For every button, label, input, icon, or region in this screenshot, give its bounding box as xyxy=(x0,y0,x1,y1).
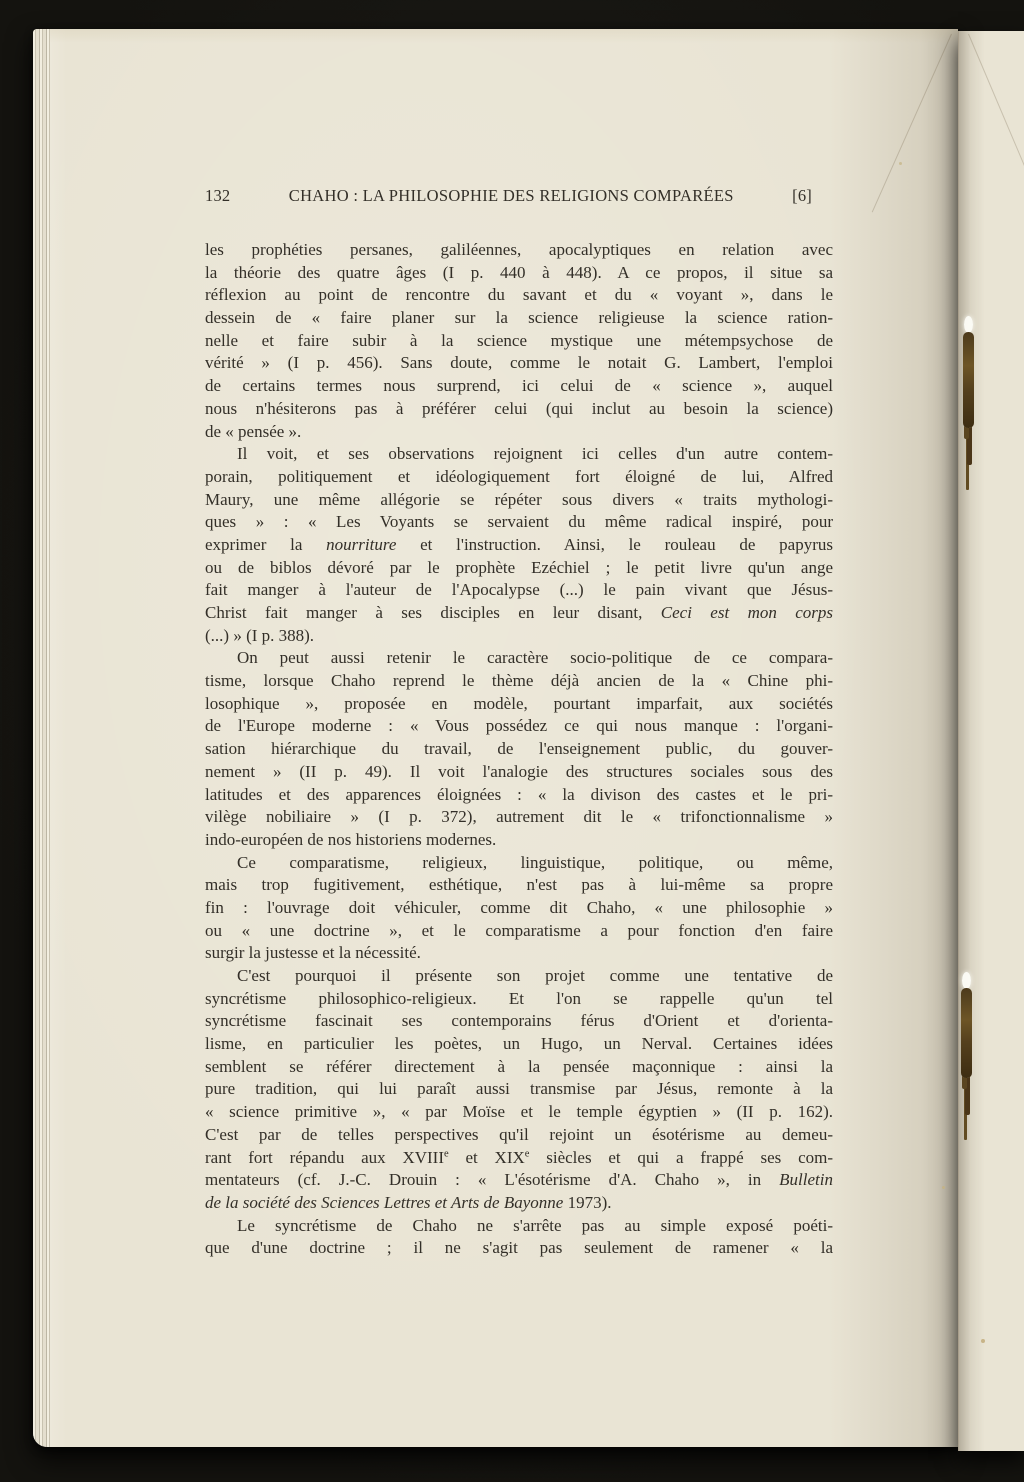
text-segment: semblent se référer directement à la pensée maçonnique : ainsi la xyxy=(205,1056,833,1076)
text-line xyxy=(205,534,833,557)
text-line xyxy=(205,489,833,512)
text-line xyxy=(205,670,833,693)
text-segment: fin : l'ouvrage doit véhiculer, comme dit Chaho, « une philosophie » xyxy=(205,897,833,917)
text-line xyxy=(205,1010,833,1033)
text-segment: vérité » (I p. 456). Sans doute, comme le notait G. Lambert, l'emploi xyxy=(205,353,833,373)
binding-glint xyxy=(964,316,973,333)
paragraph xyxy=(205,852,833,965)
text-segment: indo-européen de nos historiens modernes. xyxy=(205,829,497,849)
text-segment: mentateurs (cf. J.-C. Drouin : « L'ésotérisme d'A. Chaho », in xyxy=(205,1170,780,1190)
text-segment: réflexion au point de rencontre du savant et du « voyant », dans le xyxy=(205,285,833,305)
text-line xyxy=(205,1237,833,1260)
text-line xyxy=(205,602,833,625)
text-line xyxy=(205,942,833,965)
text-segment: 1973). xyxy=(563,1192,612,1212)
section-number: [6] xyxy=(792,186,812,205)
text-segment: C'est pourquoi il présente son projet comme une tentative de xyxy=(237,966,833,985)
text-segment: tisme, lorsque Chaho reprend le thème déjà ancien de la « Chine phi- xyxy=(205,671,833,691)
paragraph xyxy=(205,1215,833,1260)
text-line xyxy=(205,307,833,330)
text-segment: la théorie des quatre âges (I p. 440 à 448). A ce propos, il situe sa xyxy=(205,262,833,282)
text-segment: nement » (II p. 49). Il voit l'analogie des structures sociales sous des xyxy=(205,761,833,781)
text-line xyxy=(205,1056,833,1079)
text-segment: e xyxy=(444,1147,449,1159)
text-line xyxy=(205,784,833,807)
text-segment: Ce comparatisme, religieux, linguistique, politique, ou même, xyxy=(237,852,833,872)
paragraph xyxy=(205,239,833,443)
text-line xyxy=(205,761,833,784)
binding-thread-bottom xyxy=(961,988,972,1078)
text-segment: C'est par de telles perspectives qu'il rejoint un ésotérisme au demeu- xyxy=(205,1124,833,1144)
text-segment: nous n'hésiterons pas à préférer celui (qui inclut au besoin la science) xyxy=(205,398,833,418)
text-segment: latitudes et des apparences éloignées : « la divison des castes et le pri- xyxy=(205,784,833,804)
text-line xyxy=(205,829,833,852)
text-line xyxy=(205,1215,833,1238)
text-line xyxy=(205,1169,833,1192)
text-segment: Le syncrétisme de Chaho ne s'arrête pas au simple exposé poéti- xyxy=(237,1215,833,1235)
text-line xyxy=(205,625,833,648)
text-segment: On peut aussi retenir le caractère socio-politique de ce compara- xyxy=(237,648,833,668)
printed-content xyxy=(205,186,833,1260)
text-segment: mais trop fugitivement, esthétique, n'est pas à lui-même sa propre xyxy=(205,875,833,895)
text-segment: syncrétisme fascinait ses contemporains férus d'Orient et d'orienta- xyxy=(205,1011,833,1031)
page-number: 132 xyxy=(205,186,231,205)
text-line xyxy=(205,352,833,375)
text-line xyxy=(205,284,833,307)
text-line xyxy=(205,1101,833,1124)
paper-stain xyxy=(981,1339,985,1343)
text-line xyxy=(205,738,833,761)
text-line xyxy=(205,1192,833,1215)
paragraph xyxy=(205,443,833,647)
text-segment: dessein de « faire planer sur la science religieuse la science ration- xyxy=(205,308,833,328)
text-segment: surgir la justesse et la nécessité. xyxy=(205,943,421,963)
text-line xyxy=(205,1147,833,1170)
text-line xyxy=(205,1033,833,1056)
text-segment: Il voit, et ses observations rejoignent ici celles d'un autre contem- xyxy=(237,444,833,464)
text-line xyxy=(205,965,833,988)
text-line xyxy=(205,579,833,602)
text-segment: Ceci est mon corps xyxy=(660,603,833,622)
text-segment: de la société des Sciences Lettres et Arts de Bayonne xyxy=(205,1192,564,1212)
paragraph xyxy=(205,647,833,851)
page-stack-edge xyxy=(33,29,50,1447)
text-line xyxy=(205,557,833,580)
text-line xyxy=(205,806,833,829)
text-segment: e xyxy=(524,1147,530,1159)
text-line xyxy=(205,262,833,285)
text-segment: ou « une doctrine », et le comparatisme a pour fonction d'en faire xyxy=(205,920,833,940)
paper-stain xyxy=(942,1186,945,1189)
text-segment: ques » : « Les Voyants se servaient du même radical inspiré, pour xyxy=(205,512,833,532)
text-segment: les prophéties persanes, galiléennes, apocalyptiques en relation avec xyxy=(205,240,833,259)
text-line xyxy=(205,897,833,920)
text-line xyxy=(205,1078,833,1101)
paper-stain xyxy=(899,162,902,165)
text-segment: de « pensée ». xyxy=(205,421,302,441)
text-line xyxy=(205,1124,833,1147)
text-segment: Bulletin xyxy=(779,1170,833,1190)
text-segment: et l'instruction. Ainsi, le rouleau de papyrus xyxy=(396,534,833,554)
text-segment: de l'Europe moderne : « Vous possédez ce qui nous manque : l'organi- xyxy=(205,716,833,736)
binding-glint xyxy=(962,972,971,989)
text-segment: losophique », proposée en modèle, pourtant imparfait, aux sociétés xyxy=(205,693,833,713)
text-line xyxy=(205,852,833,875)
page-header xyxy=(205,186,833,206)
text-line xyxy=(205,647,833,670)
text-line xyxy=(205,466,833,489)
text-segment: nelle et faire subir à la science mystique une métempsychose de xyxy=(205,330,833,350)
binding-thread-top xyxy=(963,332,974,428)
text-line xyxy=(205,443,833,466)
text-line xyxy=(205,920,833,943)
text-line xyxy=(205,874,833,897)
text-line xyxy=(205,511,833,534)
text-line xyxy=(205,330,833,353)
text-segment: de certains termes nous surprend, ici celui de « science », auquel xyxy=(205,376,833,396)
text-segment: porain, politiquement et idéologiquement fort éloigné de lui, Alfred xyxy=(205,466,833,486)
text-segment: et XIX xyxy=(448,1147,525,1167)
text-line xyxy=(205,693,833,716)
text-line xyxy=(205,375,833,398)
text-segment: fait manger à l'auteur de l'Apocalypse (...) le pain vivant que Jésus- xyxy=(205,580,833,600)
text-line xyxy=(205,398,833,421)
text-segment: nourriture xyxy=(326,534,397,554)
text-segment: pure tradition, qui lui paraît aussi transmise par Jésus, remonte à la xyxy=(205,1079,833,1099)
text-segment: (...) » (I p. 388). xyxy=(205,625,315,645)
text-segment: sation hiérarchique du travail, de l'enseignement public, du gouver- xyxy=(205,739,833,759)
text-segment: que d'une doctrine ; il ne s'agit pas seulement de ramener « la xyxy=(205,1238,833,1258)
text-segment: « science primitive », « par Moïse et le temple égyptien » (II p. 162). xyxy=(205,1102,833,1122)
text-segment: Christ fait manger à ses disciples en leur disant, xyxy=(205,603,661,622)
text-line xyxy=(205,239,833,262)
text-segment: ou de biblos dévoré par le prophète Ezéchiel ; le petit livre qu'un ange xyxy=(205,557,833,577)
running-title: CHAHO : LA PHILOSOPHIE DES RELIGIONS COMPARÉES xyxy=(288,186,734,205)
paragraph xyxy=(205,965,833,1215)
text-segment: exprimer la xyxy=(205,534,327,554)
text-segment: lisme, en particulier les poètes, un Hugo, un Nerval. Certaines idées xyxy=(205,1034,833,1054)
text-segment: Maury, une même allégorie se répéter sous divers « traits mythologi- xyxy=(205,489,833,509)
text-body xyxy=(205,239,833,1260)
text-segment: rant fort répandu aux XVIII xyxy=(205,1147,444,1167)
facing-page-edge xyxy=(958,31,1024,1451)
text-segment: syncrétisme philosophico-religieux. Et l'on se rappelle qu'un tel xyxy=(205,988,833,1008)
text-line xyxy=(205,421,833,444)
text-segment: siècles et qui a frappé ses com- xyxy=(529,1147,833,1167)
text-segment: vilège nobiliaire » (I p. 372), autrement dit le « trifonctionnalisme » xyxy=(205,807,833,827)
text-line xyxy=(205,988,833,1011)
text-line xyxy=(205,715,833,738)
